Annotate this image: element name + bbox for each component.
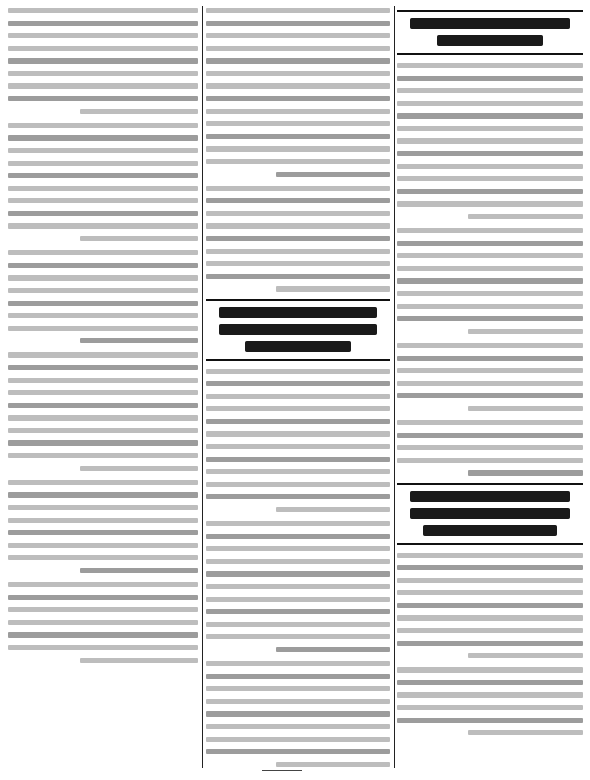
text-lines <box>397 418 583 476</box>
text-line-placeholder <box>8 161 198 166</box>
headline-sargodha-police-case <box>206 299 390 361</box>
text-line-placeholder <box>206 71 390 76</box>
text-line-placeholder <box>206 406 390 411</box>
text-line-placeholder <box>397 381 583 386</box>
article-paragraph <box>206 184 390 292</box>
text-line-placeholder <box>8 288 198 293</box>
text-line-placeholder <box>397 201 583 206</box>
text-lines <box>206 184 390 292</box>
text-line-placeholder <box>8 518 198 523</box>
text-line-placeholder <box>206 419 390 424</box>
text-line-placeholder <box>8 530 198 535</box>
text-line-placeholder <box>397 667 583 672</box>
text-lines <box>8 478 198 573</box>
text-line-placeholder <box>206 249 390 254</box>
article-paragraph <box>397 418 583 476</box>
text-line-placeholder <box>8 123 198 128</box>
text-line-placeholder <box>206 8 390 13</box>
text-line-placeholder <box>8 415 198 420</box>
text-line-placeholder <box>80 466 198 471</box>
text-line-placeholder <box>8 58 198 63</box>
text-line-placeholder <box>397 63 583 68</box>
text-line-placeholder <box>8 223 198 228</box>
text-line-placeholder <box>468 470 583 475</box>
text-line-placeholder <box>206 186 390 191</box>
text-line-placeholder <box>206 83 390 88</box>
text-line-placeholder <box>397 189 583 194</box>
text-line-placeholder <box>8 582 198 587</box>
text-line-placeholder <box>8 390 198 395</box>
headline-placeholder <box>219 324 377 335</box>
headline-ismail-khan-protest <box>397 10 583 55</box>
text-line-placeholder <box>8 96 198 101</box>
text-line-placeholder <box>8 378 198 383</box>
text-lines <box>397 551 583 659</box>
text-lines <box>397 226 583 334</box>
text-line-placeholder <box>397 356 583 361</box>
headline-placeholder <box>245 341 351 352</box>
text-line-placeholder <box>8 326 198 331</box>
text-line-placeholder <box>8 250 198 255</box>
text-line-placeholder <box>206 236 390 241</box>
text-line-placeholder <box>397 278 583 283</box>
text-line-placeholder <box>206 584 390 589</box>
article-paragraph <box>397 341 583 411</box>
article-paragraph <box>8 121 198 241</box>
text-line-placeholder <box>206 724 390 729</box>
text-line-placeholder <box>397 680 583 685</box>
text-line-placeholder <box>8 607 198 612</box>
text-line-placeholder <box>8 313 198 318</box>
text-line-placeholder <box>206 198 390 203</box>
article-paragraph <box>397 61 583 219</box>
text-line-placeholder <box>206 546 390 551</box>
text-line-placeholder <box>8 365 198 370</box>
article-paragraph <box>8 6 198 114</box>
text-line-placeholder <box>80 109 198 114</box>
text-line-placeholder <box>206 46 390 51</box>
text-line-placeholder <box>8 46 198 51</box>
text-line-placeholder <box>206 33 390 38</box>
article-paragraph <box>206 659 390 767</box>
text-line-placeholder <box>8 505 198 510</box>
text-lines <box>397 61 583 219</box>
headline-placeholder <box>410 18 570 29</box>
text-line-placeholder <box>8 83 198 88</box>
text-line-placeholder <box>8 403 198 408</box>
column-divider <box>202 6 203 768</box>
text-line-placeholder <box>8 480 198 485</box>
text-line-placeholder <box>8 211 198 216</box>
text-line-placeholder <box>8 595 198 600</box>
text-line-placeholder <box>397 126 583 131</box>
text-line-placeholder <box>206 559 390 564</box>
text-line-placeholder <box>397 113 583 118</box>
text-line-placeholder <box>8 198 198 203</box>
text-line-placeholder <box>397 628 583 633</box>
text-line-placeholder <box>206 482 390 487</box>
text-line-placeholder <box>468 730 583 735</box>
text-lines <box>8 350 198 470</box>
text-line-placeholder <box>397 368 583 373</box>
text-line-placeholder <box>397 565 583 570</box>
headline-placeholder <box>437 35 544 46</box>
text-line-placeholder <box>206 274 390 279</box>
text-line-placeholder <box>206 711 390 716</box>
text-line-placeholder <box>397 228 583 233</box>
text-line-placeholder <box>8 301 198 306</box>
text-line-placeholder <box>8 555 198 560</box>
text-line-placeholder <box>206 134 390 139</box>
headline-placeholder <box>423 525 557 536</box>
article-paragraph <box>8 580 198 663</box>
text-line-placeholder <box>397 88 583 93</box>
text-lines <box>206 367 390 513</box>
text-line-placeholder <box>206 431 390 436</box>
text-line-placeholder <box>206 661 390 666</box>
text-line-placeholder <box>80 658 198 663</box>
text-line-placeholder <box>397 705 583 710</box>
column-right <box>397 6 583 770</box>
text-line-placeholder <box>397 316 583 321</box>
column-left <box>8 6 198 770</box>
text-line-placeholder <box>80 236 198 241</box>
text-line-placeholder <box>8 453 198 458</box>
text-line-placeholder <box>468 214 583 219</box>
text-line-placeholder <box>8 352 198 357</box>
text-line-placeholder <box>397 101 583 106</box>
text-line-placeholder <box>8 492 198 497</box>
text-line-placeholder <box>468 653 583 658</box>
headline-placeholder <box>410 508 570 519</box>
text-line-placeholder <box>397 590 583 595</box>
text-lines <box>397 665 583 735</box>
text-line-placeholder <box>206 597 390 602</box>
text-lines <box>8 6 198 114</box>
text-line-placeholder <box>397 641 583 646</box>
text-line-placeholder <box>206 146 390 151</box>
text-line-placeholder <box>206 21 390 26</box>
text-line-placeholder <box>397 393 583 398</box>
text-line-placeholder <box>397 164 583 169</box>
page-footer-mark <box>262 770 302 780</box>
text-line-placeholder <box>397 76 583 81</box>
article-paragraph <box>8 350 198 470</box>
text-line-placeholder <box>276 286 390 291</box>
text-lines <box>397 341 583 411</box>
text-line-placeholder <box>206 571 390 576</box>
text-line-placeholder <box>8 186 198 191</box>
text-line-placeholder <box>397 578 583 583</box>
text-line-placeholder <box>8 148 198 153</box>
text-line-placeholder <box>206 457 390 462</box>
article-paragraph <box>206 367 390 513</box>
text-lines <box>8 248 198 343</box>
text-line-placeholder <box>397 718 583 723</box>
headline-placeholder <box>219 307 377 318</box>
text-line-placeholder <box>397 603 583 608</box>
text-lines <box>8 121 198 241</box>
text-line-placeholder <box>397 176 583 181</box>
column-middle <box>206 6 390 770</box>
text-line-placeholder <box>276 172 390 177</box>
text-line-placeholder <box>397 445 583 450</box>
text-line-placeholder <box>206 381 390 386</box>
headline-babri-masjid-rally <box>397 483 583 545</box>
text-line-placeholder <box>206 749 390 754</box>
text-line-placeholder <box>8 8 198 13</box>
text-line-placeholder <box>8 543 198 548</box>
text-line-placeholder <box>397 420 583 425</box>
text-line-placeholder <box>8 440 198 445</box>
text-line-placeholder <box>206 58 390 63</box>
text-line-placeholder <box>276 647 390 652</box>
text-line-placeholder <box>397 433 583 438</box>
text-line-placeholder <box>397 291 583 296</box>
text-line-placeholder <box>206 699 390 704</box>
text-line-placeholder <box>206 369 390 374</box>
article-paragraph <box>206 6 390 177</box>
text-line-placeholder <box>397 304 583 309</box>
column-divider <box>394 6 395 768</box>
text-line-placeholder <box>206 634 390 639</box>
text-line-placeholder <box>8 620 198 625</box>
article-paragraph <box>206 519 390 652</box>
article-paragraph <box>8 248 198 343</box>
text-line-placeholder <box>8 173 198 178</box>
text-line-placeholder <box>8 275 198 280</box>
text-line-placeholder <box>206 211 390 216</box>
text-lines <box>206 6 390 177</box>
text-line-placeholder <box>397 241 583 246</box>
text-line-placeholder <box>8 645 198 650</box>
text-line-placeholder <box>206 609 390 614</box>
text-line-placeholder <box>397 343 583 348</box>
text-line-placeholder <box>8 263 198 268</box>
text-line-placeholder <box>206 444 390 449</box>
text-line-placeholder <box>397 138 583 143</box>
article-paragraph <box>397 226 583 334</box>
text-lines <box>206 519 390 652</box>
text-line-placeholder <box>206 469 390 474</box>
headline-placeholder <box>410 491 570 502</box>
text-line-placeholder <box>276 762 390 767</box>
text-line-placeholder <box>397 151 583 156</box>
text-line-placeholder <box>206 534 390 539</box>
text-line-placeholder <box>206 261 390 266</box>
text-line-placeholder <box>397 615 583 620</box>
text-line-placeholder <box>397 692 583 697</box>
text-line-placeholder <box>80 568 198 573</box>
text-line-placeholder <box>397 253 583 258</box>
text-line-placeholder <box>206 96 390 101</box>
text-line-placeholder <box>206 394 390 399</box>
article-paragraph <box>8 478 198 573</box>
text-line-placeholder <box>8 428 198 433</box>
text-line-placeholder <box>206 674 390 679</box>
text-line-placeholder <box>8 33 198 38</box>
text-line-placeholder <box>8 71 198 76</box>
text-line-placeholder <box>206 737 390 742</box>
text-line-placeholder <box>206 109 390 114</box>
text-line-placeholder <box>206 521 390 526</box>
text-lines <box>8 580 198 663</box>
text-line-placeholder <box>206 121 390 126</box>
text-line-placeholder <box>8 135 198 140</box>
text-lines <box>206 659 390 767</box>
text-line-placeholder <box>397 266 583 271</box>
text-line-placeholder <box>206 159 390 164</box>
text-line-placeholder <box>397 553 583 558</box>
text-line-placeholder <box>468 329 583 334</box>
text-line-placeholder <box>8 21 198 26</box>
text-line-placeholder <box>80 338 198 343</box>
text-line-placeholder <box>206 494 390 499</box>
text-line-placeholder <box>468 406 583 411</box>
text-line-placeholder <box>8 632 198 637</box>
article-paragraph <box>397 665 583 735</box>
article-paragraph <box>397 551 583 659</box>
text-line-placeholder <box>397 458 583 463</box>
text-line-placeholder <box>206 686 390 691</box>
text-line-placeholder <box>206 622 390 627</box>
text-line-placeholder <box>276 507 390 512</box>
text-line-placeholder <box>206 223 390 228</box>
